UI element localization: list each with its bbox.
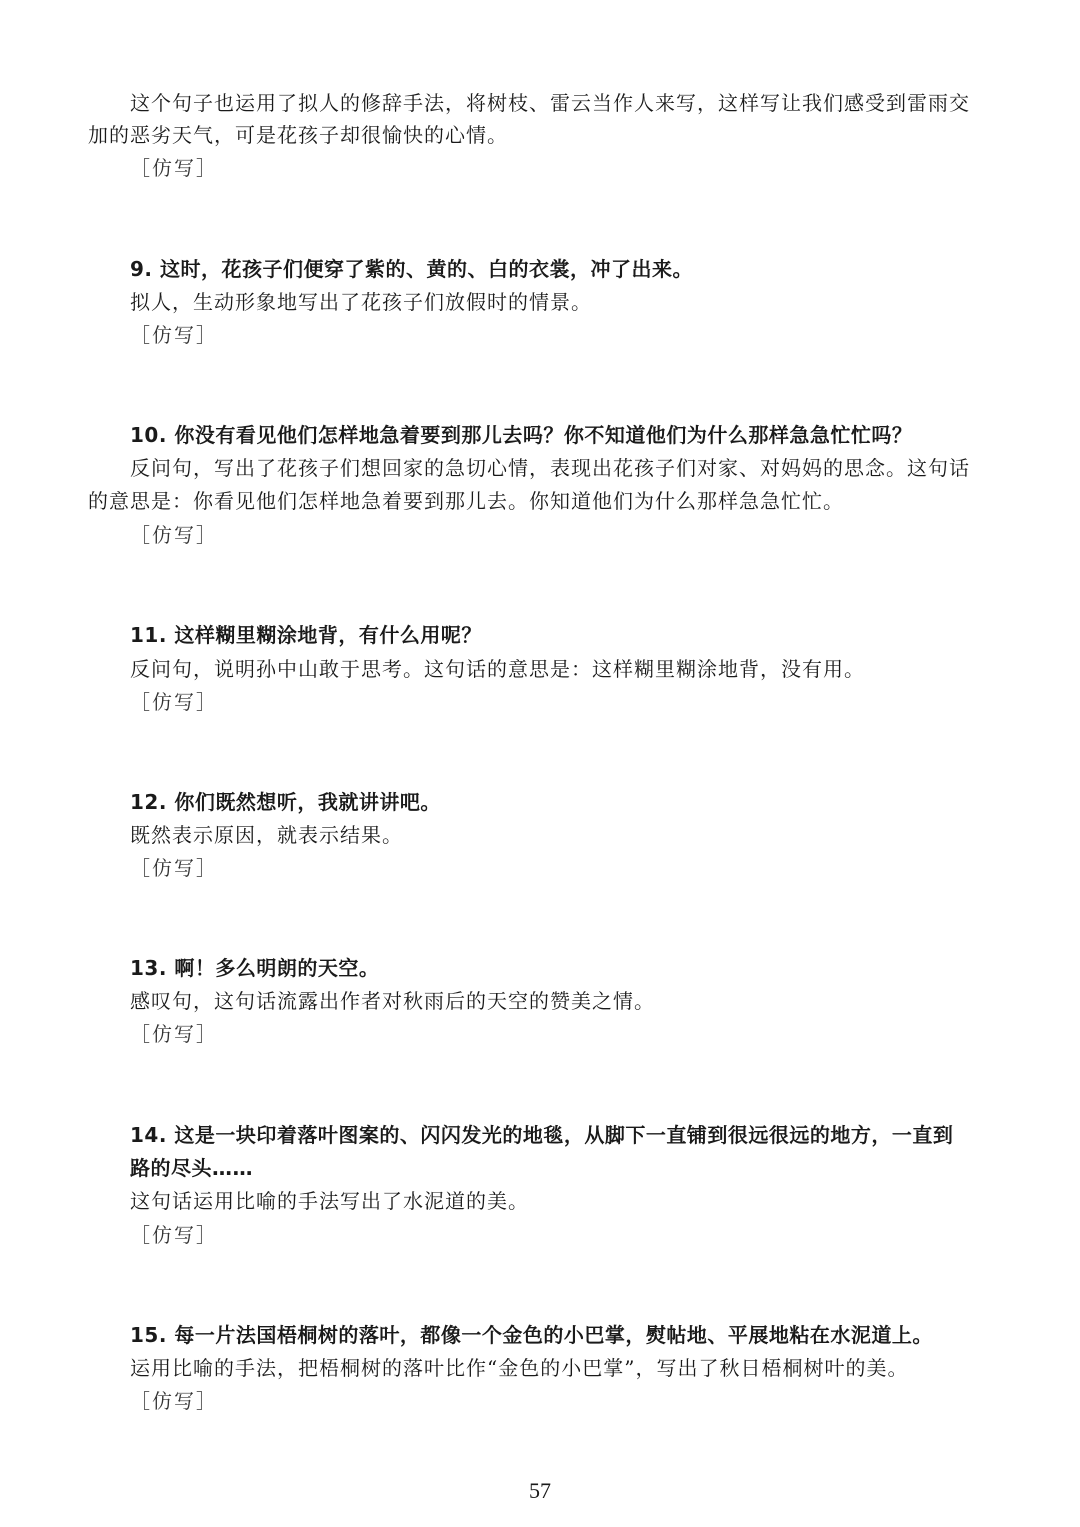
sentence-9: 9. 这时，花孩子们便穿了紫的、黄的、白的衣裳，冲了出来。 [130,257,693,281]
explanation-13: 感叹句，这句话流露出作者对秋雨后的天空的赞美之情。 [130,989,655,1013]
fangxie-label: ［仿写］ [130,523,218,547]
fangxie-label: ［仿写］ [130,1022,218,1046]
sentence-14-line-1: 14. 这是一块印着落叶图案的、闪闪发光的地毯，从脚下一直铺到很远很远的地方，一直到 [130,1123,954,1147]
fangxie-label: ［仿写］ [130,1223,218,1247]
explanation-11: 反问句，说明孙中山敢于思考。这句话的意思是：这样糊里糊涂地背，没有用。 [130,657,865,681]
fangxie-label: ［仿写］ [130,323,218,347]
explanation-12: 既然表示原因，就表示结果。 [130,823,403,847]
intro-line-2: 加的恶劣天气，可是花孩子却很愉快的心情。 [88,123,508,147]
sentence-12: 12. 你们既然想听，我就讲讲吧。 [130,790,441,814]
sentence-14-line-2: 路的尽头…… [130,1156,253,1180]
sentence-15: 15. 每一片法国梧桐树的落叶，都像一个金色的小巴掌，熨帖地、平展地粘在水泥道上。 [130,1323,933,1347]
fangxie-label: ［仿写］ [130,156,218,180]
fangxie-label: ［仿写］ [130,856,218,880]
fangxie-label: ［仿写］ [130,1389,218,1413]
sentence-10: 10. 你没有看见他们怎样地急着要到那儿去吗？你不知道他们为什么那样急急忙忙吗？ [130,423,913,447]
sentence-13: 13. 啊！多么明朗的天空。 [130,956,380,980]
fangxie-label: ［仿写］ [130,690,218,714]
explanation-9: 拟人，生动形象地写出了花孩子们放假时的情景。 [130,290,592,314]
intro-line-1: 这个句子也运用了拟人的修辞手法，将树枝、雷云当作人来写，这样写让我们感受到雷雨交 [130,91,970,115]
explanation-14: 这句话运用比喻的手法写出了水泥道的美。 [130,1189,529,1213]
explanation-10-line-1: 反问句，写出了花孩子们想回家的急切心情，表现出花孩子们对家、对妈妈的思念。这句话 [130,456,970,480]
explanation-15: 运用比喻的手法，把梧桐树的落叶比作“金色的小巴掌”，写出了秋日梧桐树叶的美。 [130,1356,909,1380]
explanation-10-line-2: 的意思是：你看见他们怎样地急着要到那儿去。你知道他们为什么那样急急忙忙。 [88,489,844,513]
sentence-11: 11. 这样糊里糊涂地背，有什么用呢？ [130,623,482,647]
page-number: 57 [529,1478,551,1503]
